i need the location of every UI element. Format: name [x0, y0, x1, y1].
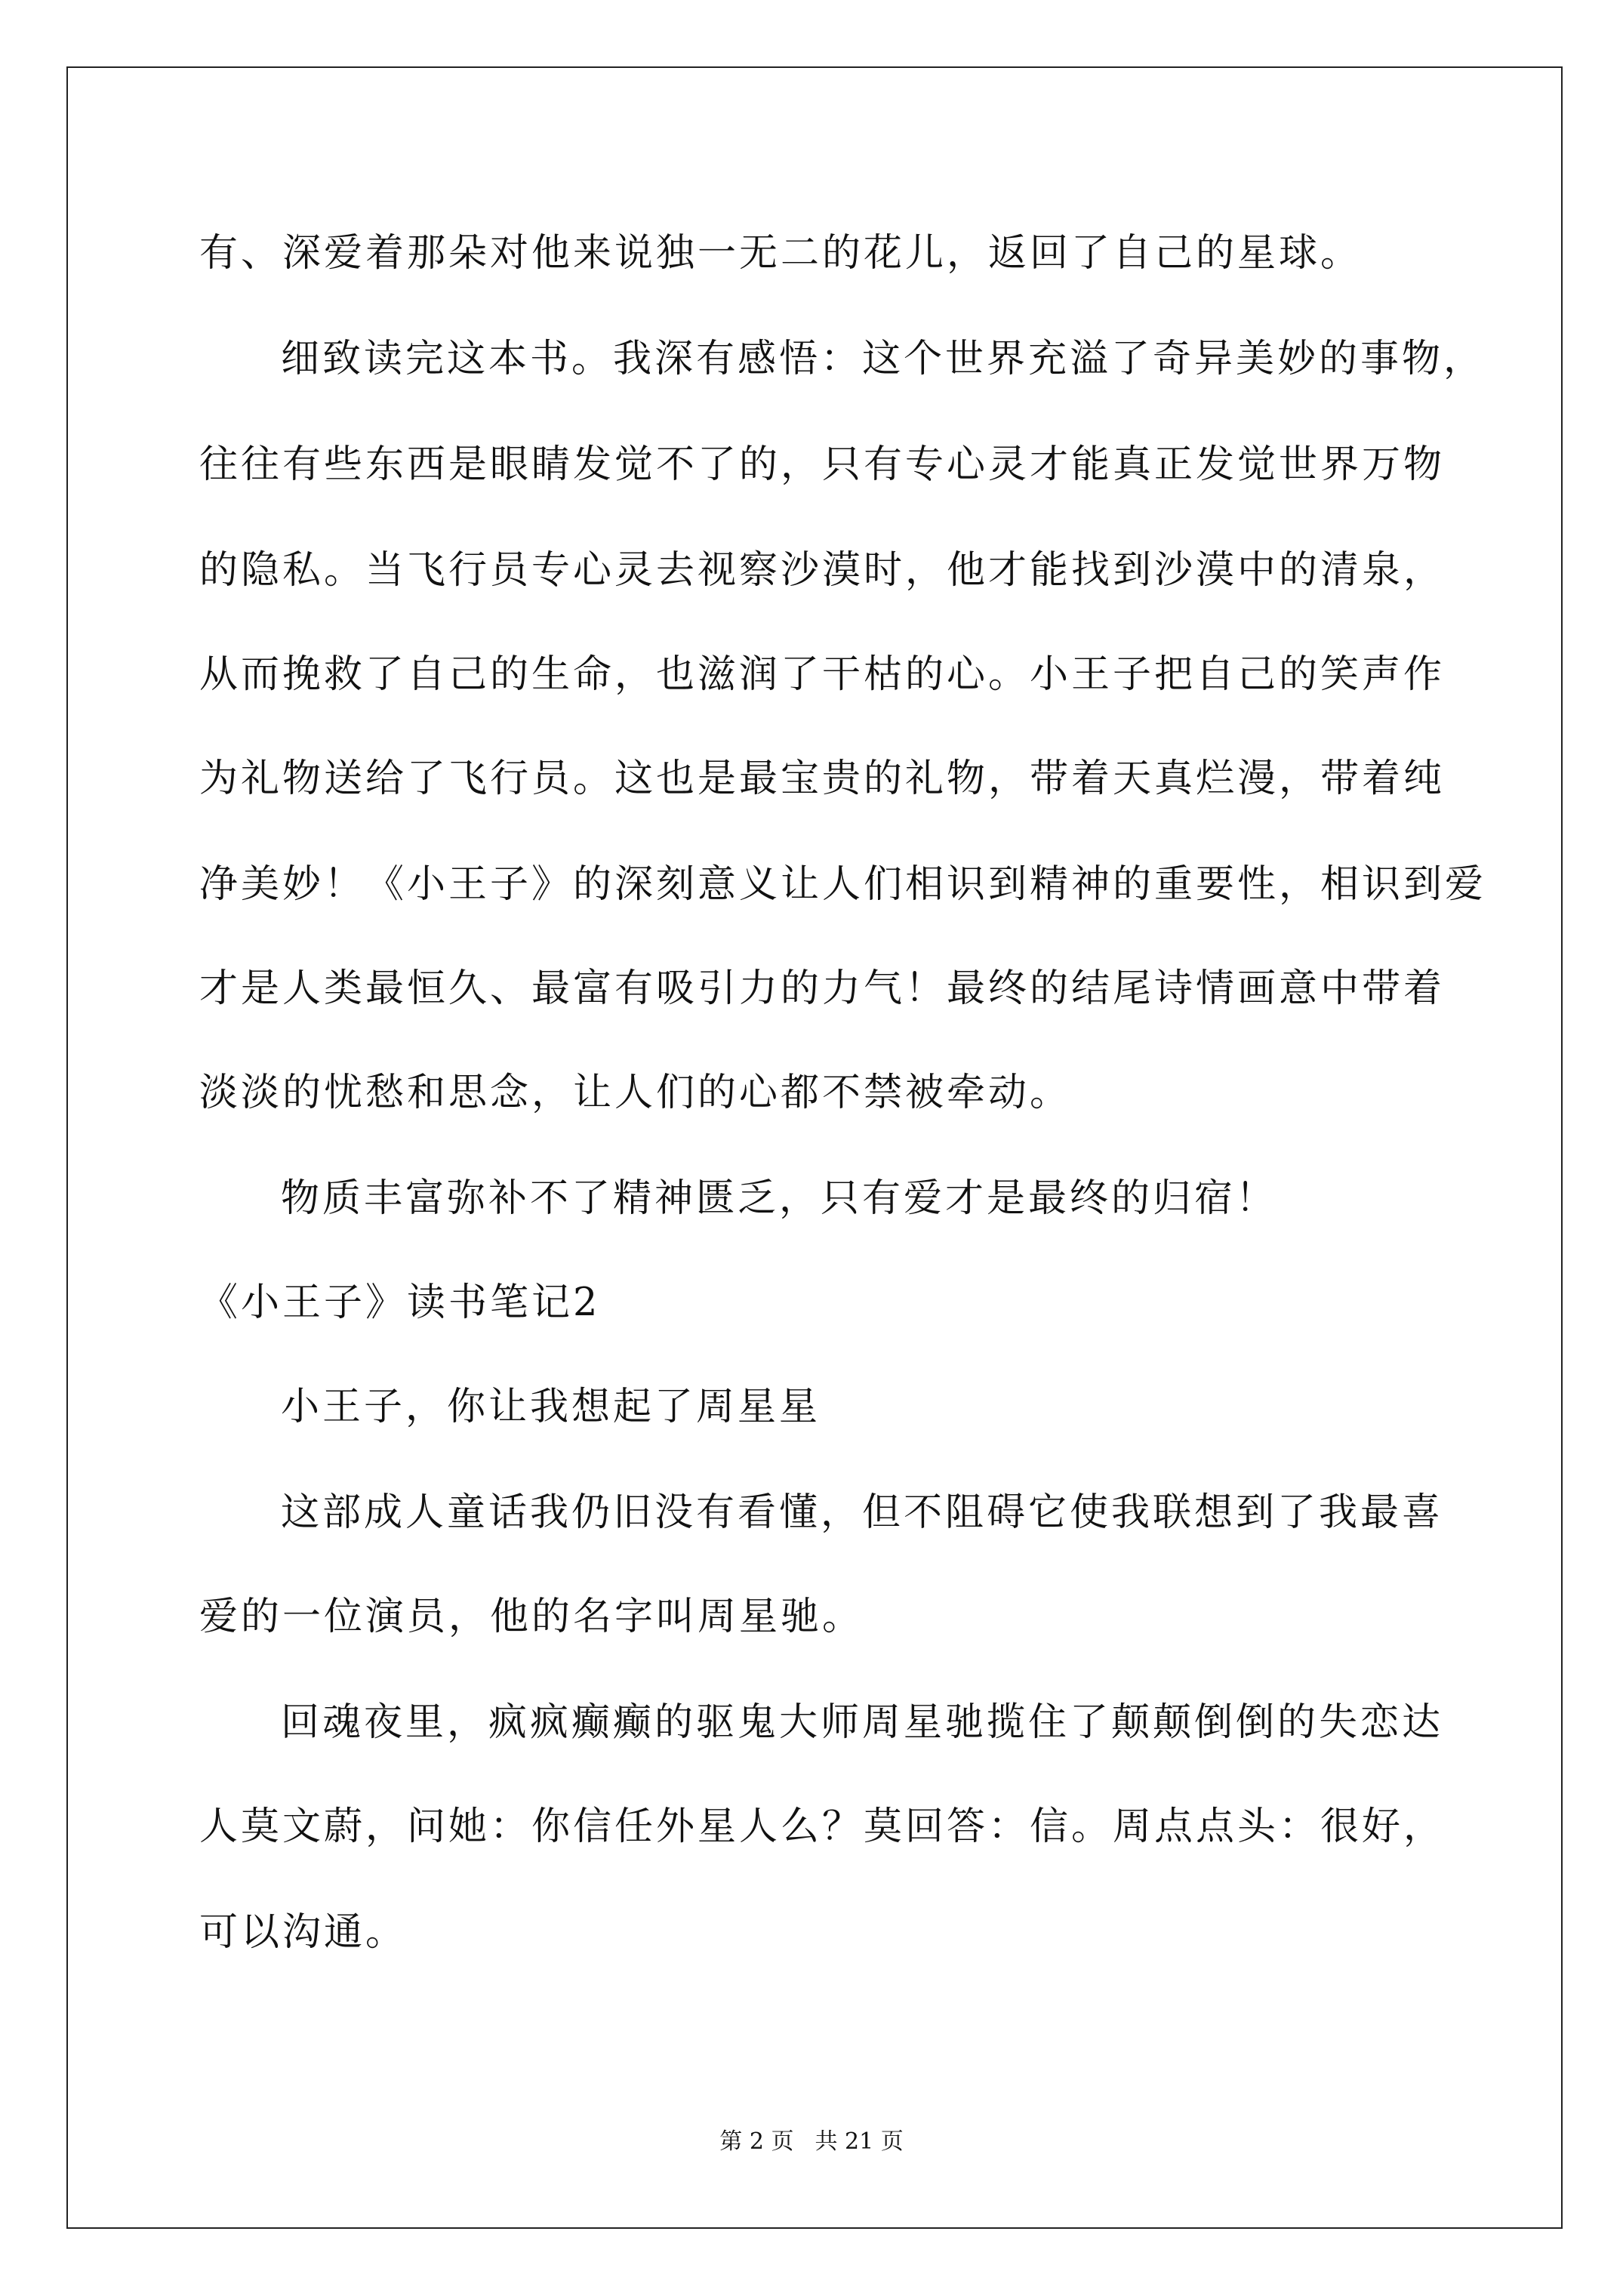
paragraph-line: 人莫文蔚，问她：你信任外星人么？莫回答：信。周点点头：很好，: [199, 1804, 1446, 1849]
paragraph-line: 淡淡的忧愁和思念，让人们的心都不禁被牵动。: [199, 1071, 1072, 1115]
paragraph-line: 物质丰富弥补不了精神匮乏，只有爱才是最终的归宿！: [281, 1176, 1278, 1221]
page-border: [66, 66, 1563, 2229]
paragraph-line: 爱的一位演员，他的名字叫周星驰。: [199, 1595, 864, 1639]
paragraph-line: 可以沟通。: [199, 1910, 408, 1955]
paragraph-line: 有、深爱着那朵对他来说独一无二的花儿，返回了自己的星球。: [199, 231, 1363, 276]
paragraph-line: 往往有些东西是眼睛发觉不了的，只有专心灵才能真正发觉世界万物: [199, 442, 1446, 487]
paragraph-line: 细致读完这本书。我深有感悟：这个世界充溢了奇异美妙的事物，: [281, 337, 1486, 381]
section-heading: 《小王子》读书笔记2: [199, 1281, 601, 1325]
page-number: 第 2 页: [719, 2128, 794, 2155]
paragraph-line: 回魂夜里，疯疯癫癫的驱鬼大师周星驰揽住了颠颠倒倒的失恋达: [281, 1700, 1444, 1745]
paragraph-line: 为礼物送给了飞行员。这也是最宝贵的礼物，带着天真烂漫，带着纯: [199, 757, 1446, 801]
page-total: 共 21 页: [815, 2128, 904, 2155]
paragraph-line: 小王子，你让我想起了周星星: [281, 1385, 821, 1429]
paragraph-line: 这部成人童话我仍旧没有看懂，但不阻碍它使我联想到了我最喜: [281, 1490, 1444, 1535]
page-footer: [0, 2128, 1623, 2155]
paragraph-line: 的隐私。当飞行员专心灵去视察沙漠时，他才能找到沙漠中的清泉，: [199, 548, 1446, 593]
paragraph-line: 净美妙！《小王子》的深刻意义让人们相识到精神的重要性，相识到爱: [199, 862, 1487, 907]
paragraph-line: 才是人类最恒久、最富有吸引力的力气！最终的结尾诗情画意中带着: [199, 966, 1446, 1011]
paragraph-line: 从而挽救了自己的生命，也滋润了干枯的心。小王子把自己的笑声作: [199, 652, 1446, 697]
